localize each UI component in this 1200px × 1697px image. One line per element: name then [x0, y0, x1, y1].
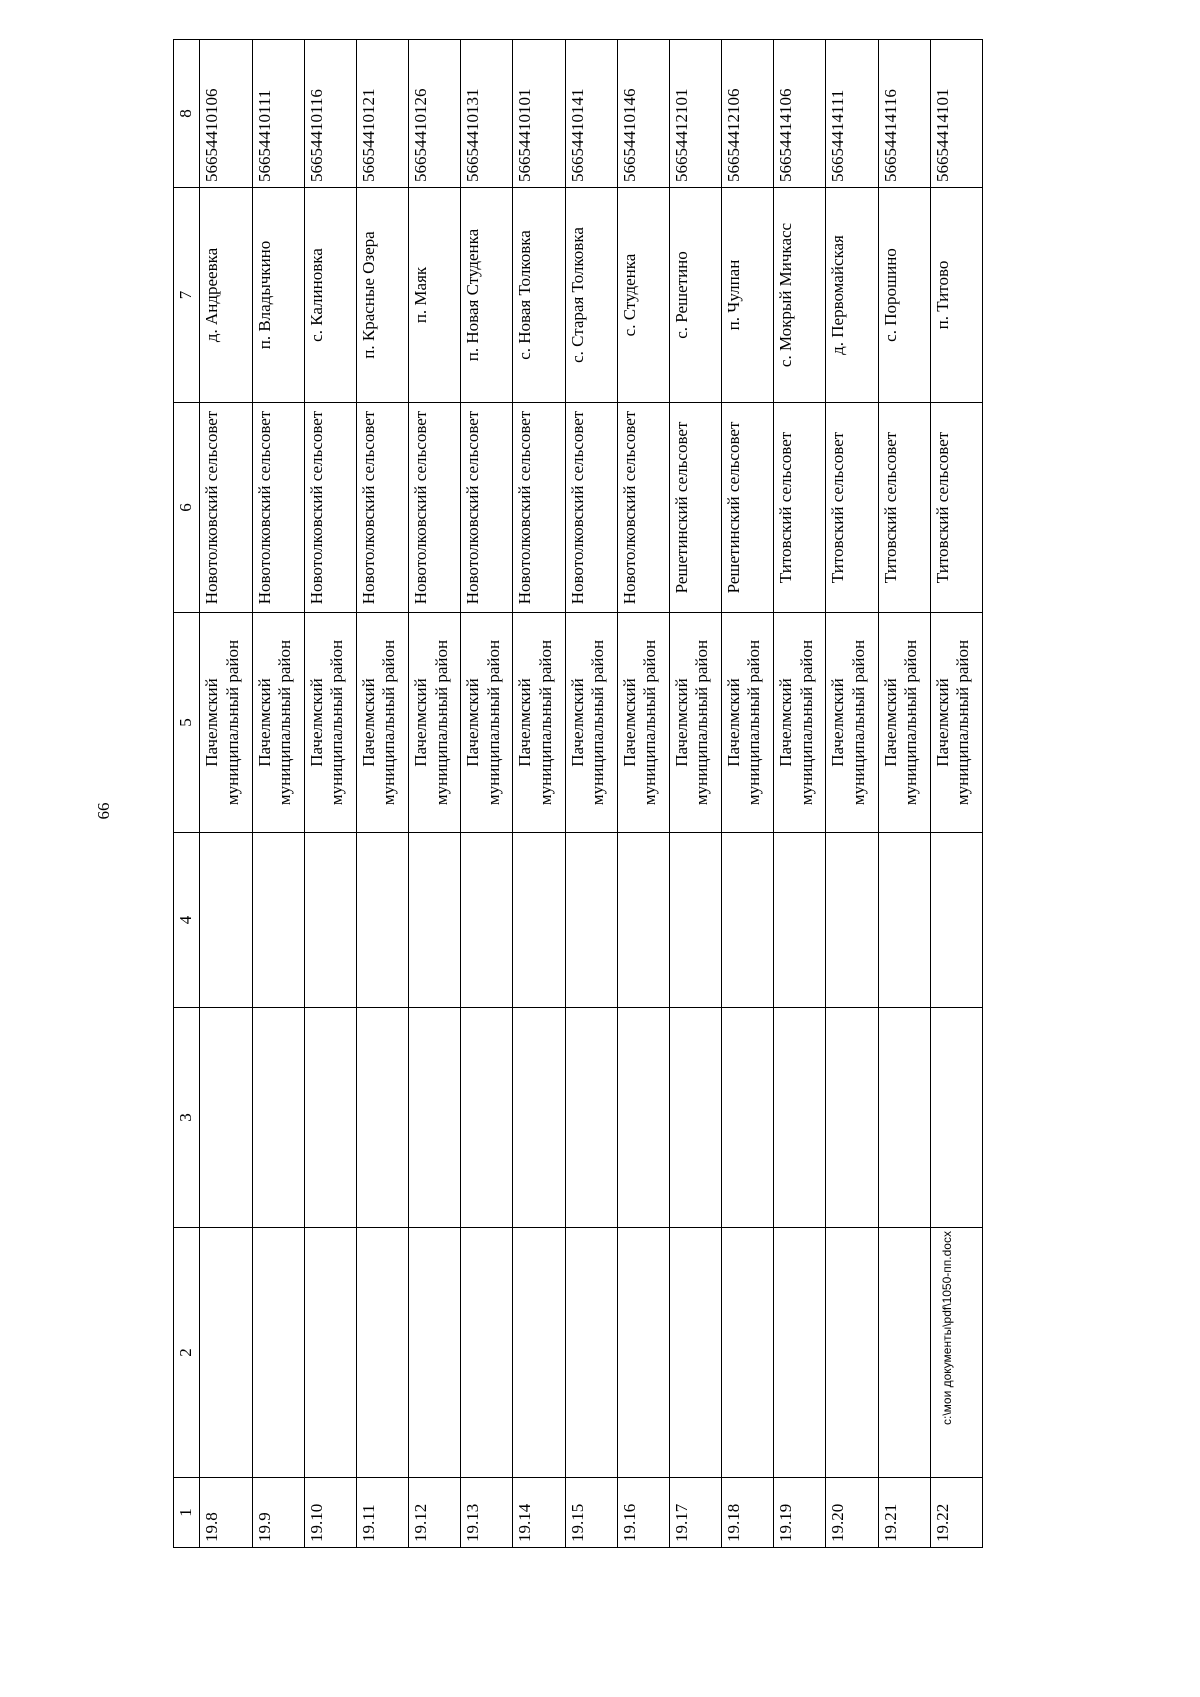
locality-cell: п. Красные Озера: [356, 188, 408, 403]
district-cell: Пачелмский муниципальный район: [461, 613, 513, 833]
empty-cell: [617, 833, 669, 1008]
empty-cell: [930, 833, 982, 1008]
header-cell: 1: [174, 1478, 200, 1548]
empty-cell: [826, 1228, 878, 1478]
row-number-cell: 19.18: [722, 1478, 774, 1548]
council-cell: Титовский сельсовет: [878, 403, 930, 613]
page-number: 66: [94, 802, 113, 820]
council-cell: Титовский сельсовет: [930, 403, 982, 613]
empty-cell: [356, 1008, 408, 1228]
council-cell: Новотолковский сельсовет: [200, 403, 252, 613]
empty-cell: [722, 1228, 774, 1478]
district-cell: Пачелмский муниципальный район: [200, 613, 252, 833]
locality-cell: с. Новая Толковка: [513, 188, 565, 403]
empty-cell: [565, 1228, 617, 1478]
table-row: [304, 40, 356, 1548]
table-body: [174, 40, 983, 1548]
empty-cell: [252, 1228, 304, 1478]
code-cell: 56654410141: [565, 40, 617, 188]
empty-cell: [826, 1008, 878, 1228]
row-number-cell: 19.20: [826, 1478, 878, 1548]
locality-cell: д. Андреевка: [200, 188, 252, 403]
row-number-cell: 19.10: [304, 1478, 356, 1548]
table-row: [617, 40, 669, 1548]
empty-cell: [722, 1008, 774, 1228]
table-row: [722, 40, 774, 1548]
empty-cell: [461, 1008, 513, 1228]
council-cell: Новотолковский сельсовет: [617, 403, 669, 613]
code-cell: 56654412101: [669, 40, 721, 188]
table-row: [774, 40, 826, 1548]
row-number-cell: 19.15: [565, 1478, 617, 1548]
code-cell: 56654410131: [461, 40, 513, 188]
row-number-cell: 19.21: [878, 1478, 930, 1548]
council-cell: Решетинский сельсовет: [669, 403, 721, 613]
council-cell: Новотолковский сельсовет: [565, 403, 617, 613]
empty-cell: [774, 833, 826, 1008]
district-cell: Пачелмский муниципальный район: [617, 613, 669, 833]
locality-cell: п. Владычкино: [252, 188, 304, 403]
council-cell: Титовский сельсовет: [826, 403, 878, 613]
district-cell: Пачелмский муниципальный район: [930, 613, 982, 833]
locality-cell: п. Титово: [930, 188, 982, 403]
empty-cell: [409, 833, 461, 1008]
empty-cell: [878, 1228, 930, 1478]
district-cell: Пачелмский муниципальный район: [409, 613, 461, 833]
row-number-cell: 19.16: [617, 1478, 669, 1548]
header-cell: 3: [174, 1008, 200, 1228]
code-cell: 56654410146: [617, 40, 669, 188]
code-cell: 56654410121: [356, 40, 408, 188]
row-number-cell: 19.13: [461, 1478, 513, 1548]
empty-cell: [878, 833, 930, 1008]
empty-cell: [565, 1008, 617, 1228]
empty-cell: [669, 1228, 721, 1478]
table-row: [461, 40, 513, 1548]
row-number-cell: 19.12: [409, 1478, 461, 1548]
locality-cell: п. Чулпан: [722, 188, 774, 403]
empty-cell: [304, 833, 356, 1008]
table-row: [826, 40, 878, 1548]
empty-cell: [669, 833, 721, 1008]
district-cell: Пачелмский муниципальный район: [722, 613, 774, 833]
table-row: [878, 40, 930, 1548]
locality-cell: с. Решетино: [669, 188, 721, 403]
empty-cell: [722, 833, 774, 1008]
row-number-cell: 19.9: [252, 1478, 304, 1548]
empty-cell: [200, 1008, 252, 1228]
empty-cell: [513, 833, 565, 1008]
empty-cell: [304, 1008, 356, 1228]
locality-cell: п. Маяк: [409, 188, 461, 403]
district-cell: Пачелмский муниципальный район: [513, 613, 565, 833]
row-number-cell: 19.8: [200, 1478, 252, 1548]
council-cell: Новотолковский сельсовет: [461, 403, 513, 613]
empty-cell: [617, 1008, 669, 1228]
empty-cell: [513, 1228, 565, 1478]
header-cell: 4: [174, 833, 200, 1008]
code-cell: 56654414116: [878, 40, 930, 188]
row-number-cell: 19.22: [930, 1478, 982, 1548]
locality-cell: с. Студенка: [617, 188, 669, 403]
district-cell: Пачелмский муниципальный район: [565, 613, 617, 833]
table-row: [252, 40, 304, 1548]
code-cell: 56654410116: [304, 40, 356, 188]
locality-cell: с. Порошино: [878, 188, 930, 403]
empty-cell: [669, 1008, 721, 1228]
table-row: [669, 40, 721, 1548]
header-cell: 6: [174, 403, 200, 613]
row-number-cell: 19.14: [513, 1478, 565, 1548]
district-cell: Пачелмский муниципальный район: [774, 613, 826, 833]
table-row: [565, 40, 617, 1548]
council-cell: Титовский сельсовет: [774, 403, 826, 613]
code-cell: 56654410106: [200, 40, 252, 188]
district-cell: Пачелмский муниципальный район: [356, 613, 408, 833]
empty-cell: [252, 833, 304, 1008]
empty-cell: [617, 1228, 669, 1478]
settlements-table: [173, 39, 983, 1548]
empty-cell: [565, 833, 617, 1008]
code-cell: 56654414111: [826, 40, 878, 188]
footer-file-path: c:\мои документы\pdf\1050-пп.docx: [940, 1231, 954, 1425]
rotated-table-container: [173, 40, 983, 1548]
row-number-cell: 19.19: [774, 1478, 826, 1548]
code-cell: 56654414101: [930, 40, 982, 188]
table-row: [513, 40, 565, 1548]
row-number-cell: 19.17: [669, 1478, 721, 1548]
row-number-cell: 19.11: [356, 1478, 408, 1548]
council-cell: Новотолковский сельсовет: [356, 403, 408, 613]
council-cell: Новотолковский сельсовет: [513, 403, 565, 613]
table-row: [200, 40, 252, 1548]
district-cell: Пачелмский муниципальный район: [304, 613, 356, 833]
council-cell: Новотолковский сельсовет: [409, 403, 461, 613]
header-cell: 7: [174, 188, 200, 403]
code-cell: 56654410101: [513, 40, 565, 188]
table-header-row: [174, 40, 200, 1548]
table-row: [356, 40, 408, 1548]
empty-cell: [461, 833, 513, 1008]
header-cell: 8: [174, 40, 200, 188]
district-cell: Пачелмский муниципальный район: [252, 613, 304, 833]
empty-cell: [461, 1228, 513, 1478]
code-cell: 56654412106: [722, 40, 774, 188]
district-cell: Пачелмский муниципальный район: [826, 613, 878, 833]
locality-cell: п. Новая Студенка: [461, 188, 513, 403]
header-cell: 5: [174, 613, 200, 833]
district-cell: Пачелмский муниципальный район: [669, 613, 721, 833]
empty-cell: [513, 1008, 565, 1228]
header-cell: 2: [174, 1228, 200, 1478]
code-cell: 56654410126: [409, 40, 461, 188]
empty-cell: [409, 1008, 461, 1228]
empty-cell: [409, 1228, 461, 1478]
code-cell: 56654414106: [774, 40, 826, 188]
locality-cell: д. Первомайская: [826, 188, 878, 403]
code-cell: 56654410111: [252, 40, 304, 188]
empty-cell: [356, 833, 408, 1008]
council-cell: Новотолковский сельсовет: [304, 403, 356, 613]
empty-cell: [356, 1228, 408, 1478]
council-cell: Новотолковский сельсовет: [252, 403, 304, 613]
empty-cell: [826, 833, 878, 1008]
empty-cell: [774, 1008, 826, 1228]
locality-cell: с. Старая Толковка: [565, 188, 617, 403]
empty-cell: [304, 1228, 356, 1478]
locality-cell: с. Мокрый Мичкасс: [774, 188, 826, 403]
empty-cell: [774, 1228, 826, 1478]
empty-cell: [878, 1008, 930, 1228]
district-cell: Пачелмский муниципальный район: [878, 613, 930, 833]
empty-cell: [200, 1228, 252, 1478]
council-cell: Решетинский сельсовет: [722, 403, 774, 613]
locality-cell: с. Калиновка: [304, 188, 356, 403]
empty-cell: [252, 1008, 304, 1228]
table-row: [409, 40, 461, 1548]
empty-cell: [200, 833, 252, 1008]
